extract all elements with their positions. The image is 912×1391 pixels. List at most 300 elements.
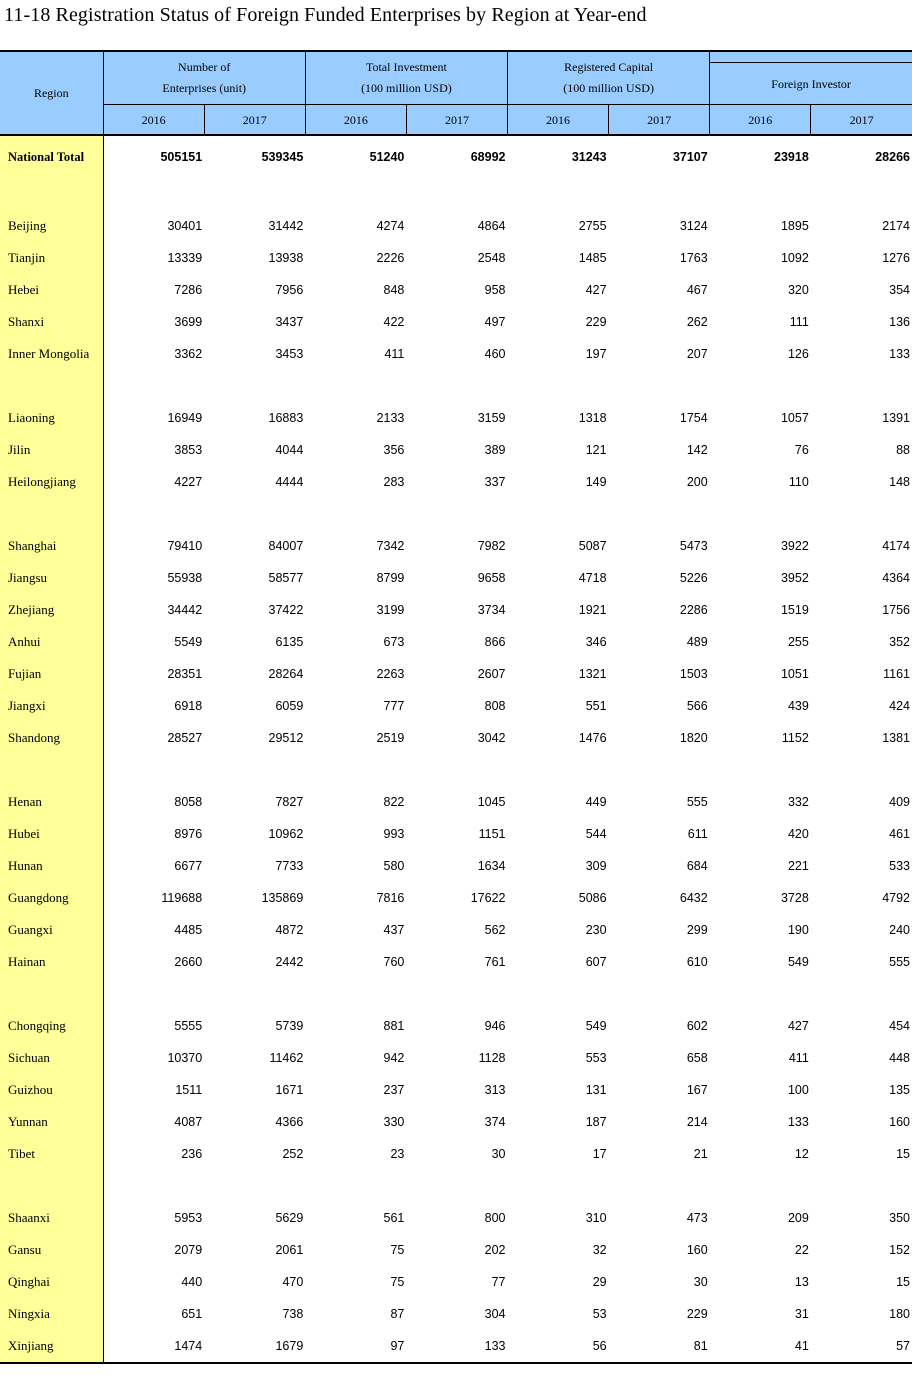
group-header-enterprises — [103, 52, 305, 105]
table-cell: 17622 — [470, 891, 506, 905]
year-header: 2017 — [811, 105, 912, 136]
table-cell: 467 — [686, 283, 708, 297]
table-cell: 1391 — [882, 411, 910, 425]
region-name: Qinghai — [0, 1266, 103, 1298]
table-cell: 946 — [484, 1019, 506, 1033]
group-header-line1: Number of — [178, 60, 231, 74]
table-row — [0, 242, 912, 274]
spacer-cell — [204, 1170, 305, 1202]
table-cell: 8976 — [174, 827, 203, 841]
table-cell: 29 — [592, 1275, 607, 1289]
table-cell: 200 — [686, 475, 708, 489]
spacer-row — [0, 178, 912, 210]
spacer-row — [0, 498, 912, 530]
spacer-cell — [508, 498, 609, 530]
table-cell: 34442 — [167, 603, 203, 617]
table-cell: 31243 — [571, 150, 607, 164]
region-name: Hainan — [0, 946, 103, 978]
table-row — [0, 914, 912, 946]
table-cell: 1820 — [679, 731, 708, 745]
spacer-row — [0, 978, 912, 1010]
spacer-cell — [710, 498, 811, 530]
spacer-cell — [508, 178, 609, 210]
table-row — [0, 1234, 912, 1266]
spacer-row — [0, 754, 912, 786]
table-cell: 41 — [794, 1339, 809, 1353]
table-cell: 7956 — [275, 283, 304, 297]
table-cell: 1152 — [781, 731, 809, 745]
table-cell: 607 — [585, 955, 607, 969]
table-cell: 110 — [788, 475, 809, 489]
spacer-cell — [305, 754, 406, 786]
table-cell: 209 — [787, 1211, 809, 1225]
region-name: Chongqing — [0, 1010, 103, 1042]
group-header-line2: (100 million USD) — [563, 81, 654, 95]
table-cell: 5953 — [174, 1211, 203, 1225]
table-cell: 354 — [889, 283, 910, 297]
table-cell: 5629 — [275, 1211, 304, 1225]
region-name: Guangdong — [0, 882, 103, 914]
table-cell: 3728 — [780, 891, 809, 905]
table-cell: 777 — [383, 699, 405, 713]
spacer-cell — [609, 978, 710, 1010]
table-cell: 1519 — [780, 603, 809, 617]
table-cell: 79410 — [167, 539, 203, 553]
spacer-cell — [406, 178, 507, 210]
table-cell: 28351 — [167, 667, 203, 681]
table-cell: 389 — [484, 443, 506, 457]
table-cell: 2061 — [275, 1243, 304, 1257]
table-cell: 202 — [484, 1243, 506, 1257]
table-cell: 409 — [889, 795, 910, 809]
table-cell: 2519 — [376, 731, 405, 745]
table-cell: 3922 — [780, 539, 809, 553]
table-cell: 8058 — [174, 795, 203, 809]
table-row — [0, 626, 912, 658]
table-cell: 4227 — [174, 475, 203, 489]
spacer-cell — [406, 1170, 507, 1202]
table-cell: 1921 — [578, 603, 607, 617]
year-header: 2016 — [305, 105, 406, 136]
spacer-cell — [406, 370, 507, 402]
spacer-cell — [305, 178, 406, 210]
table-cell: 11462 — [269, 1051, 304, 1065]
table-cell: 283 — [383, 475, 405, 489]
table-cell: 53 — [592, 1307, 607, 1321]
table-cell: 337 — [484, 475, 506, 489]
table-cell: 37422 — [268, 603, 304, 617]
table-cell: 56 — [592, 1339, 607, 1353]
table-row — [0, 466, 912, 498]
spacer-cell — [103, 370, 204, 402]
table-cell: 2226 — [376, 251, 405, 265]
table-cell: 424 — [889, 699, 910, 713]
table-cell: 427 — [787, 1019, 809, 1033]
table-row — [0, 338, 912, 370]
table-cell: 133 — [889, 347, 910, 361]
table-cell: 230 — [585, 923, 607, 937]
table-cell: 3952 — [780, 571, 809, 585]
year-header: 2017 — [609, 105, 710, 136]
table-cell: 22 — [794, 1243, 809, 1257]
table-cell: 133 — [787, 1115, 809, 1129]
spacer-cell — [811, 1170, 912, 1202]
table-cell: 1476 — [578, 731, 607, 745]
table-row — [0, 402, 912, 434]
table-cell: 37107 — [672, 150, 708, 164]
region-name: Inner Mongolia — [0, 338, 103, 370]
table-cell: 75 — [390, 1275, 405, 1289]
table-cell: 942 — [383, 1051, 405, 1065]
spacer-cell — [103, 498, 204, 530]
table-row — [0, 306, 912, 338]
spacer-cell — [508, 754, 609, 786]
table-cell: 180 — [889, 1307, 910, 1321]
table-cell: 460 — [484, 347, 506, 361]
region-name: Zhejiang — [0, 594, 103, 626]
spacer-cell — [508, 1170, 609, 1202]
table-cell: 4087 — [174, 1115, 203, 1129]
table-cell: 7827 — [275, 795, 304, 809]
table-cell: 5473 — [679, 539, 708, 553]
table-cell: 304 — [484, 1307, 506, 1321]
region-name: Hubei — [0, 818, 103, 850]
table-cell: 5739 — [275, 1019, 304, 1033]
table-cell: 197 — [585, 347, 607, 361]
table-cell: 1756 — [882, 603, 910, 617]
table-cell: 1634 — [477, 859, 506, 873]
table-cell: 4366 — [275, 1115, 304, 1129]
spacer-cell — [204, 370, 305, 402]
table-cell: 68992 — [470, 150, 506, 164]
table-cell: 761 — [484, 955, 506, 969]
table-cell: 1503 — [679, 667, 708, 681]
table-cell: 4274 — [376, 219, 405, 233]
table-cell: 533 — [889, 859, 910, 873]
table-cell: 84007 — [268, 539, 304, 553]
table-cell: 76 — [794, 443, 809, 457]
table-cell: 580 — [383, 859, 405, 873]
region-spacer — [0, 978, 103, 1010]
table-cell: 4044 — [275, 443, 304, 457]
table-cell: 800 — [484, 1211, 506, 1225]
year-header: 2017 — [204, 105, 305, 136]
table-cell: 470 — [282, 1275, 304, 1289]
table-cell: 449 — [585, 795, 607, 809]
table-cell: 822 — [383, 795, 405, 809]
table-cell: 240 — [889, 923, 910, 937]
table-cell: 3159 — [477, 411, 506, 425]
spacer-cell — [609, 370, 710, 402]
spacer-cell — [811, 978, 912, 1010]
table-cell: 23 — [390, 1147, 405, 1161]
table-cell: 1671 — [275, 1083, 304, 1097]
table-cell: 673 — [383, 635, 405, 649]
table-cell: 350 — [889, 1211, 910, 1225]
table-cell: 566 — [686, 699, 708, 713]
table-cell: 131 — [585, 1083, 607, 1097]
table-cell: 4864 — [477, 219, 506, 233]
table-cell: 7733 — [275, 859, 304, 873]
table-row — [0, 530, 912, 562]
table-cell: 2174 — [882, 219, 910, 233]
table-row — [0, 1298, 912, 1330]
table-row — [0, 818, 912, 850]
table-row — [0, 594, 912, 626]
region-name: Ningxia — [0, 1298, 103, 1330]
table-cell: 58577 — [268, 571, 304, 585]
table-cell: 881 — [383, 1019, 405, 1033]
table-cell: 7286 — [174, 283, 203, 297]
table-cell: 555 — [686, 795, 708, 809]
table-cell: 439 — [787, 699, 809, 713]
table-cell: 497 — [484, 315, 506, 329]
table-cell: 602 — [686, 1019, 708, 1033]
group-header-line2: (100 million USD) — [361, 81, 452, 95]
group-header-total-investment — [305, 52, 507, 105]
table-row — [0, 1106, 912, 1138]
table-cell: 1128 — [478, 1051, 506, 1065]
year-header: 2016 — [103, 105, 204, 136]
table-cell: 119688 — [161, 891, 203, 905]
table-cell: 5086 — [578, 891, 607, 905]
table-cell: 866 — [484, 635, 506, 649]
spacer-cell — [204, 178, 305, 210]
region-name: Anhui — [0, 626, 103, 658]
region-name: National Total — [0, 135, 103, 178]
region-spacer — [0, 1170, 103, 1202]
table-cell: 136 — [889, 315, 910, 329]
table-cell: 31442 — [268, 219, 304, 233]
region-name: Jiangsu — [0, 562, 103, 594]
spacer-cell — [204, 754, 305, 786]
region-name: Guizhou — [0, 1074, 103, 1106]
group-header-line1: Foreign Investor — [771, 76, 851, 91]
table-cell: 411 — [384, 347, 405, 361]
spacer-cell — [811, 178, 912, 210]
table-cell: 1511 — [175, 1083, 203, 1097]
table-row — [0, 1266, 912, 1298]
region-spacer — [0, 498, 103, 530]
table-cell: 346 — [585, 635, 607, 649]
table-cell: 7982 — [477, 539, 506, 553]
table-cell: 1057 — [780, 411, 809, 425]
table-cell: 31 — [794, 1307, 809, 1321]
spacer-cell — [406, 498, 507, 530]
table-cell: 32 — [592, 1243, 607, 1257]
table-cell: 1161 — [883, 667, 910, 681]
region-name: Hunan — [0, 850, 103, 882]
table-cell: 1763 — [679, 251, 708, 265]
spacer-cell — [609, 498, 710, 530]
table-cell: 221 — [787, 859, 809, 873]
table-cell: 5226 — [679, 571, 708, 585]
spacer-cell — [305, 370, 406, 402]
table-cell: 6432 — [679, 891, 708, 905]
spacer-cell — [103, 178, 204, 210]
table-cell: 3853 — [174, 443, 203, 457]
table-row — [0, 1138, 912, 1170]
table-cell: 5549 — [174, 635, 203, 649]
table-cell: 75 — [390, 1243, 405, 1257]
spacer-cell — [406, 978, 507, 1010]
table-cell: 5087 — [578, 539, 607, 553]
table-cell: 1092 — [780, 251, 809, 265]
region-name: Henan — [0, 786, 103, 818]
table-cell: 539345 — [261, 150, 304, 164]
table-cell: 3124 — [679, 219, 708, 233]
spacer-cell — [609, 178, 710, 210]
table-cell: 437 — [383, 923, 405, 937]
table-cell: 4364 — [882, 571, 910, 585]
table-cell: 16949 — [167, 411, 203, 425]
table-cell: 13938 — [268, 251, 304, 265]
spacer-cell — [305, 1170, 406, 1202]
region-name: Yunnan — [0, 1106, 103, 1138]
region-name: Liaoning — [0, 402, 103, 434]
table-row — [0, 1010, 912, 1042]
spacer-row — [0, 1170, 912, 1202]
region-name: Gansu — [0, 1234, 103, 1266]
year-header: 2016 — [508, 105, 609, 136]
table-cell: 160 — [686, 1243, 708, 1257]
table-cell: 610 — [686, 955, 708, 969]
table-cell: 549 — [787, 955, 809, 969]
table-row — [0, 658, 912, 690]
table-cell: 55938 — [167, 571, 203, 585]
table-cell: 252 — [282, 1147, 304, 1161]
spacer-cell — [609, 754, 710, 786]
year-header: 2017 — [406, 105, 507, 136]
table-cell: 6918 — [174, 699, 203, 713]
table-cell: 111 — [789, 315, 809, 329]
table-cell: 6135 — [275, 635, 304, 649]
table-cell: 4872 — [275, 923, 304, 937]
table-cell: 229 — [686, 1307, 708, 1321]
table-cell: 808 — [484, 699, 506, 713]
table-row — [0, 274, 912, 306]
table-cell: 15 — [896, 1147, 910, 1161]
table-cell: 1754 — [679, 411, 708, 425]
table-cell: 1318 — [578, 411, 607, 425]
table-cell: 97 — [390, 1339, 405, 1353]
table-cell: 17 — [592, 1147, 607, 1161]
spacer-cell — [204, 498, 305, 530]
group-header-line2: Enterprises (unit) — [162, 81, 247, 95]
table-cell: 738 — [282, 1307, 304, 1321]
table-cell: 81 — [693, 1339, 708, 1353]
table-cell: 135869 — [261, 891, 304, 905]
table-cell: 4174 — [882, 539, 910, 553]
table-row — [0, 1074, 912, 1106]
spacer-cell — [406, 754, 507, 786]
table-cell: 2286 — [679, 603, 708, 617]
table-row — [0, 946, 912, 978]
group-header-line1: Total Investment — [365, 60, 447, 74]
table-cell: 15 — [896, 1275, 910, 1289]
table-cell: 489 — [686, 635, 708, 649]
table-cell: 2442 — [275, 955, 304, 969]
table-cell: 993 — [383, 827, 405, 841]
table-cell: 2755 — [578, 219, 607, 233]
table-cell: 229 — [585, 315, 607, 329]
spacer-cell — [811, 754, 912, 786]
table-cell: 135 — [889, 1083, 910, 1097]
table-row — [0, 850, 912, 882]
table-cell: 352 — [889, 635, 910, 649]
region-name: Guangxi — [0, 914, 103, 946]
table-cell: 2263 — [376, 667, 405, 681]
table-cell: 148 — [889, 475, 910, 489]
table-cell: 551 — [585, 699, 607, 713]
region-name: Shandong — [0, 722, 103, 754]
table-cell: 374 — [484, 1115, 506, 1129]
table-cell: 21 — [693, 1147, 708, 1161]
table-cell: 299 — [686, 923, 708, 937]
table-cell: 1051 — [780, 667, 809, 681]
table-cell: 440 — [181, 1275, 203, 1289]
national-total-row — [0, 135, 912, 178]
table-cell: 562 — [484, 923, 506, 937]
table-cell: 2079 — [174, 1243, 203, 1257]
year-header: 2016 — [710, 105, 811, 136]
region-name: Hebei — [0, 274, 103, 306]
table-row — [0, 1330, 912, 1362]
spacer-cell — [710, 978, 811, 1010]
table-cell: 4718 — [578, 571, 607, 585]
table-cell: 1321 — [578, 667, 607, 681]
table-cell: 236 — [181, 1147, 203, 1161]
table-cell: 255 — [787, 635, 809, 649]
table-cell: 651 — [181, 1307, 203, 1321]
region-name: Beijing — [0, 210, 103, 242]
table-cell: 3437 — [275, 315, 304, 329]
region-name: Shaanxi — [0, 1202, 103, 1234]
table-cell: 2133 — [376, 411, 405, 425]
spacer-cell — [710, 370, 811, 402]
table-cell: 553 — [585, 1051, 607, 1065]
table-cell: 2548 — [477, 251, 506, 265]
table-cell: 1485 — [578, 251, 607, 265]
region-name: Jilin — [0, 434, 103, 466]
table-cell: 28264 — [268, 667, 304, 681]
table-cell: 2660 — [174, 955, 203, 969]
bottom-rule — [0, 1362, 912, 1364]
table-cell: 10962 — [268, 827, 304, 841]
page-title: 11-18 Registration Status of Foreign Funded Enterprises by Region at Year-end — [4, 4, 647, 26]
table-cell: 87 — [390, 1307, 405, 1321]
table-cell: 207 — [686, 347, 708, 361]
region-name: Tianjin — [0, 242, 103, 274]
table-cell: 100 — [787, 1083, 809, 1097]
spacer-cell — [305, 498, 406, 530]
table-cell: 356 — [383, 443, 405, 457]
table-cell: 505151 — [160, 150, 203, 164]
group-header-registered-capital — [508, 52, 710, 105]
table-cell: 12 — [794, 1147, 809, 1161]
table-cell: 461 — [889, 827, 910, 841]
table-cell: 4444 — [275, 475, 304, 489]
table-cell: 422 — [383, 315, 405, 329]
group-header-foreign-investor — [710, 52, 912, 105]
region-name: Fujian — [0, 658, 103, 690]
spacer-cell — [204, 978, 305, 1010]
table-cell: 133 — [484, 1339, 506, 1353]
table-cell: 1045 — [477, 795, 506, 809]
table-row — [0, 882, 912, 914]
table-cell: 28527 — [167, 731, 203, 745]
table-cell: 1276 — [882, 251, 910, 265]
